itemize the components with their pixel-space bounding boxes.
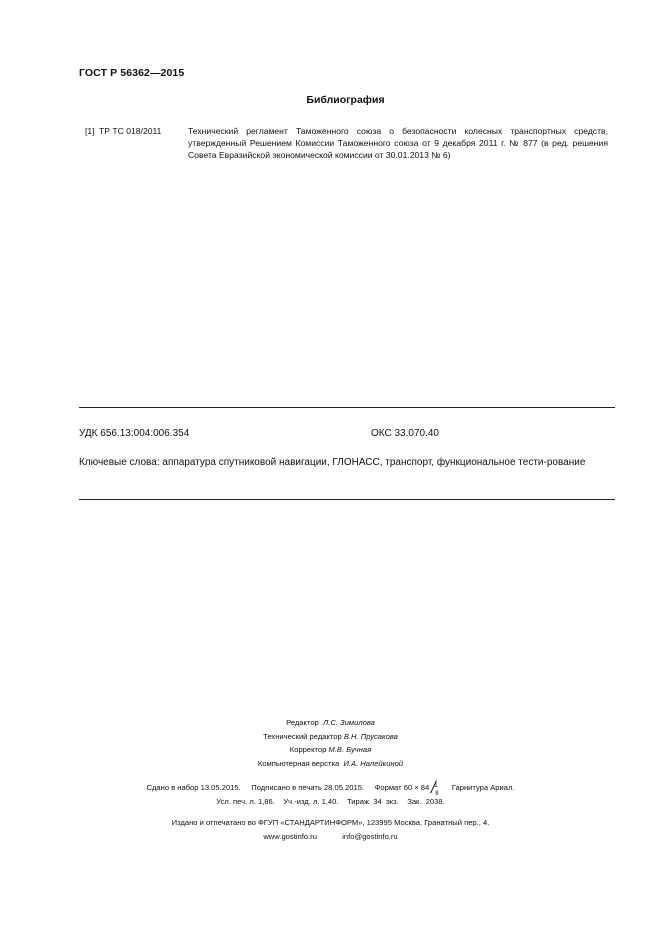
credit-layout: Компьютерная верстка И.А. Налейкиной [257,758,404,768]
entry-text: Технический регламент Таможенного союза о безопасности колесных транспортных средств, утвержденный Решением Комиссии Таможенного союза от 9 декабря 2011 г. № 877 (в ред. решения Совета Евразийской экономической комиссии от 30.01.2013 № 6) [188,126,608,160]
entry-code: ТР ТС 018/2011 [99,126,162,136]
publisher-website-link[interactable]: www.gostinfo.ru [263,832,317,841]
print-info [0,781,661,809]
publisher-info [0,816,661,844]
keywords: Ключевые слова: аппаратура спутниковой навигации, ГЛОНАСС, транспорт, функциональное тести-рование [79,457,586,468]
publisher-contacts [0,830,661,844]
print-info-line-1: Сдано в набор 13.05.2015. Подписано в печать 28.05.2015. Формат 60 × 84 1 8 Гарнитура Ариал. [0,781,661,795]
format-fraction: 1 8 [429,782,441,792]
credit-proofreader: Корректор М.В. Бучная [289,745,372,755]
entry-number: [1] [85,126,95,136]
standard-id: ГОСТ Р 56362—2015 [79,67,185,79]
publisher-email-link[interactable]: info@gostinfo.ru [342,832,398,841]
publisher-address: Издано и отпечатано во ФГУП «СТАНДАРТИНФОРМ», 123995 Москва, Гранатный пер., 4. [171,818,490,827]
divider-bottom [79,499,615,500]
credits-block [0,716,661,770]
bibliography-title: Библиография [306,94,385,106]
print-info-line-2: Усл. печ. л. 1,86. Уч.-изд. л. 1,40. Тираж 34 экз. Зак. 2038. [216,797,445,806]
oks-code: ОКС 33.070.40 [371,428,439,439]
credit-tech-editor: Технический редактор В.Н. Прусакова [263,731,398,741]
udk-code: УДК 656.13:004:006.354 [79,428,190,439]
divider-top [79,407,615,408]
credit-editor: Редактор Л.С. Зимилова [286,718,375,727]
